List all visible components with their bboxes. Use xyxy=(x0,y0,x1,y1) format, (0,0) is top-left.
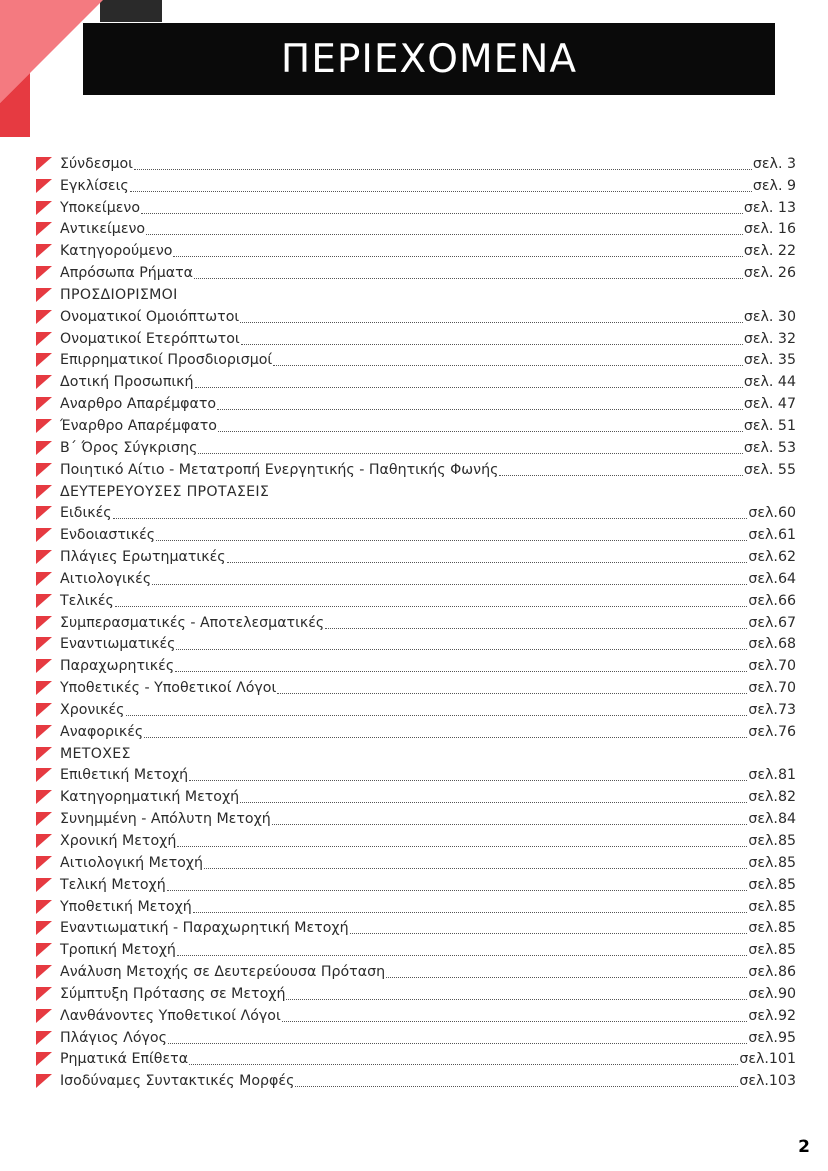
toc-entry-title: Ονοματικοί Ομοιόπτωτοι xyxy=(60,308,240,325)
toc-entry-title: Υποθετικές - Υποθετικοί Λόγοι xyxy=(60,680,277,697)
dot-leader xyxy=(113,517,748,519)
red-triangle-icon xyxy=(36,572,52,586)
toc-heading-label: ΔΕΥΤΕΡΕΥΟΥΣΕΣ ΠΡΟΤΑΣΕΙΣ xyxy=(60,483,270,500)
toc-entry-page: σελ.73 xyxy=(748,701,796,718)
dot-leader xyxy=(272,823,748,825)
toc-entry-page: σελ. 53 xyxy=(743,439,796,456)
toc-entry[interactable] xyxy=(36,1025,796,1047)
red-triangle-icon xyxy=(36,987,52,1001)
red-triangle-icon xyxy=(36,222,52,236)
toc-entry-title: Ενδοιαστικές xyxy=(60,527,156,544)
toc-entry-title: Δοτική Προσωπική xyxy=(60,374,194,391)
red-triangle-icon xyxy=(36,594,52,608)
dot-leader xyxy=(175,670,747,672)
toc-entry[interactable] xyxy=(36,850,796,872)
dot-leader xyxy=(282,1020,748,1022)
dot-leader xyxy=(295,1085,738,1087)
dot-leader xyxy=(177,954,747,956)
dot-leader xyxy=(204,867,747,869)
toc-entry-page: σελ. 55 xyxy=(743,461,796,478)
toc-entry-title: Β΄ Όρος Σύγκρισης xyxy=(60,439,198,456)
toc-entry-title: Επιρρηματικοί Προσδιορισμοί xyxy=(60,352,273,369)
toc-entry[interactable] xyxy=(36,326,796,348)
toc-entry-title: Παραχωρητικές xyxy=(60,658,175,675)
dot-leader xyxy=(141,212,743,214)
toc-entry-page: σελ.64 xyxy=(748,570,796,587)
dot-leader xyxy=(176,648,747,650)
toc-entry-title: Έναρθρο Απαρέμφατο xyxy=(60,417,217,434)
dot-leader xyxy=(325,627,747,629)
dot-leader xyxy=(350,932,748,934)
toc-section-heading xyxy=(36,282,796,304)
red-triangle-icon xyxy=(36,244,52,258)
red-triangle-icon xyxy=(36,812,52,826)
toc-entry-page: σελ.85 xyxy=(748,942,796,959)
dot-leader xyxy=(167,889,748,891)
red-triangle-icon xyxy=(36,375,52,389)
toc-entry-page: σελ.84 xyxy=(748,811,796,828)
dot-leader xyxy=(173,255,742,257)
toc-entry[interactable] xyxy=(36,937,796,959)
page-number: 2 xyxy=(798,1137,810,1157)
dot-leader xyxy=(189,1063,738,1065)
toc-entry[interactable] xyxy=(36,348,796,370)
dot-leader xyxy=(130,190,752,192)
red-triangle-icon xyxy=(36,834,52,848)
toc-entry-page: σελ.101 xyxy=(739,1051,796,1068)
toc-entry[interactable] xyxy=(36,828,796,850)
red-triangle-icon xyxy=(36,528,52,542)
toc-entry-title: Υποθετική Μετοχή xyxy=(60,898,192,915)
dot-leader xyxy=(273,364,743,366)
toc-entry[interactable] xyxy=(36,369,796,391)
toc-entry-page: σελ.85 xyxy=(748,876,796,893)
toc-entry[interactable] xyxy=(36,195,796,217)
toc-entry-page: σελ.68 xyxy=(748,636,796,653)
toc-entry[interactable] xyxy=(36,501,796,523)
toc-entry-page: σελ. 30 xyxy=(743,308,796,325)
red-triangle-icon xyxy=(36,550,52,564)
toc-entry-title: Τροπική Μετοχή xyxy=(60,942,176,959)
toc-entry[interactable] xyxy=(36,610,796,632)
toc-entry-title: Εγκλίσεις xyxy=(60,177,129,194)
dot-leader xyxy=(189,779,747,781)
toc-entry[interactable] xyxy=(36,435,796,457)
toc-entry-title: Ρηματικά Επίθετα xyxy=(60,1051,189,1068)
red-triangle-icon xyxy=(36,659,52,673)
red-triangle-icon xyxy=(36,157,52,171)
toc-entry-page: σελ.103 xyxy=(739,1073,796,1090)
toc-entry[interactable] xyxy=(36,959,796,981)
toc-entry-page: σελ. 13 xyxy=(743,199,796,216)
corner-dark-stripe xyxy=(100,0,162,22)
toc-entry[interactable] xyxy=(36,719,796,741)
red-triangle-icon xyxy=(36,637,52,651)
red-triangle-icon xyxy=(36,1009,52,1023)
toc-entry[interactable] xyxy=(36,1003,796,1025)
dot-leader xyxy=(177,845,747,847)
toc-entry-title: Πλάγιος Λόγος xyxy=(60,1029,167,1046)
toc-entry-page: σελ.70 xyxy=(748,658,796,675)
toc-entry-title: Εναντιωματική - Παραχωρητική Μετοχή xyxy=(60,920,349,937)
toc-entry-title: Χρονική Μετοχή xyxy=(60,833,177,849)
dot-leader xyxy=(241,343,743,345)
red-triangle-icon xyxy=(36,332,52,346)
toc-entry-title: Τελική Μετοχή xyxy=(60,876,166,893)
toc-entry[interactable] xyxy=(36,981,796,1003)
toc-entry-page: σελ.92 xyxy=(748,1007,796,1024)
red-triangle-icon xyxy=(36,419,52,433)
red-triangle-icon xyxy=(36,463,52,477)
toc-entry-page: σελ.85 xyxy=(748,854,796,871)
toc-entry[interactable] xyxy=(36,806,796,828)
toc-entry-page: σελ. 16 xyxy=(743,221,796,238)
dot-leader xyxy=(134,168,752,170)
toc-entry-title: Ισοδύναμες Συντακτικές Μορφές xyxy=(60,1073,295,1090)
toc-heading-label: ΠΡΟΣΔΙΟΡΙΣΜΟΙ xyxy=(60,286,178,303)
toc-entry-page: σελ.61 xyxy=(748,527,796,544)
red-triangle-icon xyxy=(36,266,52,280)
toc-entry[interactable] xyxy=(36,238,796,260)
dot-leader xyxy=(194,277,743,279)
toc-heading-label: ΜΕΤΟΧΕΣ xyxy=(60,745,131,762)
toc-entry-page: σελ. 51 xyxy=(743,417,796,434)
toc-entry-page: σελ. 32 xyxy=(743,330,796,347)
red-triangle-icon xyxy=(36,921,52,935)
red-triangle-icon xyxy=(36,747,52,761)
red-triangle-icon xyxy=(36,878,52,892)
toc-entry-title: Λανθάνοντες Υποθετικοί Λόγοι xyxy=(60,1007,281,1024)
toc-entry-title: Απρόσωπα Ρήματα xyxy=(60,265,194,282)
toc-entry-title: Αιτιολογική Μετοχή xyxy=(60,854,203,871)
red-triangle-icon xyxy=(36,397,52,411)
red-triangle-icon xyxy=(36,310,52,324)
dot-leader xyxy=(152,583,747,585)
red-triangle-icon xyxy=(36,288,52,302)
toc-entry[interactable] xyxy=(36,784,796,806)
toc-entry-title: Ποιητικό Αίτιο - Μετατροπή Ενεργητικής - Παθητικής Φωνής xyxy=(60,461,499,478)
toc-entry-title: Ανάλυση Μετοχής σε Δευτερεύουσα Πρόταση xyxy=(60,964,386,981)
red-triangle-icon xyxy=(36,943,52,957)
toc-entry-title: Πλάγιες Ερωτηματικές xyxy=(60,549,226,566)
dot-leader xyxy=(126,714,748,716)
toc-entry-page: σελ.82 xyxy=(748,789,796,806)
toc-section-heading xyxy=(36,479,796,501)
toc-entry-title: Υποκείμενο xyxy=(60,199,141,216)
toc-entry-page: σελ. 22 xyxy=(743,243,796,260)
dot-leader xyxy=(386,976,747,978)
dot-leader xyxy=(115,605,747,607)
dot-leader xyxy=(198,452,742,454)
toc-entry[interactable] xyxy=(36,566,796,588)
toc-entry[interactable] xyxy=(36,653,796,675)
red-triangle-icon xyxy=(36,1052,52,1066)
dot-leader xyxy=(195,386,743,388)
red-triangle-icon xyxy=(36,201,52,215)
toc-entry[interactable] xyxy=(36,675,796,697)
toc-entry[interactable] xyxy=(36,1047,796,1069)
red-triangle-icon xyxy=(36,790,52,804)
toc-entry-page: σελ. 44 xyxy=(743,374,796,391)
toc-entry-title: Αντικείμενο xyxy=(60,221,146,238)
toc-entry[interactable] xyxy=(36,763,796,785)
toc-entry-page: σελ. 47 xyxy=(743,396,796,413)
toc-entry-page: σελ.66 xyxy=(748,592,796,609)
dot-leader xyxy=(227,561,748,563)
dot-leader xyxy=(499,474,742,476)
dot-leader xyxy=(217,408,743,410)
dot-leader xyxy=(218,430,743,432)
dot-leader xyxy=(193,911,748,913)
red-triangle-icon xyxy=(36,965,52,979)
toc-entry-title: Αναρθρο Απαρέμφατο xyxy=(60,396,217,413)
red-triangle-icon xyxy=(36,441,52,455)
toc-entry-title: Επιθετική Μετοχή xyxy=(60,767,189,784)
toc-entry[interactable] xyxy=(36,413,796,435)
red-triangle-icon xyxy=(36,1074,52,1088)
toc-entry[interactable] xyxy=(36,894,796,916)
red-triangle-icon xyxy=(36,179,52,193)
toc-entry-page: σελ.86 xyxy=(748,964,796,981)
page-title: ΠΕΡΙΕΧΟΜΕΝΑ xyxy=(280,36,578,82)
red-triangle-icon xyxy=(36,353,52,367)
toc-entry[interactable] xyxy=(36,916,796,938)
toc-entry-title: Συμπερασματικές - Αποτελεσματικές xyxy=(60,614,325,631)
dot-leader xyxy=(240,321,743,323)
red-triangle-icon xyxy=(36,616,52,630)
toc-entry-page: σελ.90 xyxy=(748,985,796,1002)
toc-entry[interactable] xyxy=(36,872,796,894)
red-triangle-icon xyxy=(36,768,52,782)
toc-entry-title: Χρονικές xyxy=(60,701,125,718)
dot-leader xyxy=(168,1042,747,1044)
toc-entry-page: σελ.95 xyxy=(748,1029,796,1046)
title-bar xyxy=(83,23,775,95)
dot-leader xyxy=(240,801,747,803)
toc-entry-page: σελ.60 xyxy=(748,505,796,522)
toc-entry-page: σελ.85 xyxy=(748,833,796,849)
red-triangle-icon xyxy=(36,681,52,695)
toc-entry-page: σελ.85 xyxy=(748,920,796,937)
toc-entry-page: σελ.67 xyxy=(748,614,796,631)
toc-entry[interactable] xyxy=(36,522,796,544)
toc-entry-title: Κατηγορούμενο xyxy=(60,243,173,260)
toc-section-heading xyxy=(36,741,796,763)
red-triangle-icon xyxy=(36,506,52,520)
toc-entry-title: Σύνδεσμοι xyxy=(60,155,133,172)
toc-entry[interactable] xyxy=(36,173,796,195)
toc-entry[interactable] xyxy=(36,217,796,239)
toc-entry[interactable] xyxy=(36,457,796,479)
red-triangle-icon xyxy=(36,485,52,499)
dot-leader xyxy=(277,692,747,694)
toc-entry-title: Αναφορικές xyxy=(60,723,144,740)
red-triangle-icon xyxy=(36,725,52,739)
red-triangle-icon xyxy=(36,1031,52,1045)
toc-entry-page: σελ.76 xyxy=(748,723,796,740)
toc-entry-page: σελ. 9 xyxy=(752,177,796,194)
toc-entry[interactable] xyxy=(36,544,796,566)
toc-entry[interactable] xyxy=(36,632,796,654)
dot-leader xyxy=(156,539,747,541)
toc-entry-page: σελ. 35 xyxy=(743,352,796,369)
dot-leader xyxy=(144,736,747,738)
red-triangle-icon xyxy=(36,900,52,914)
toc-entry-page: σελ. 26 xyxy=(743,265,796,282)
toc-entry-title: Συνημμένη - Απόλυτη Μετοχή xyxy=(60,811,271,828)
toc-entry-title: Τελικές xyxy=(60,592,114,609)
toc-entry-page: σελ.85 xyxy=(748,898,796,915)
toc-entry-title: Εναντιωματικές xyxy=(60,636,176,653)
toc-entry[interactable] xyxy=(36,697,796,719)
toc-entry[interactable] xyxy=(36,260,796,282)
toc-entry-page: σελ.70 xyxy=(748,680,796,697)
toc-entry-title: Σύμπτυξη Πρότασης σε Μετοχή xyxy=(60,985,286,1002)
toc-entry[interactable] xyxy=(36,391,796,413)
toc-entry-title: Κατηγορηματική Μετοχή xyxy=(60,789,240,806)
dot-leader xyxy=(146,233,743,235)
toc-entry[interactable] xyxy=(36,151,796,173)
red-triangle-icon xyxy=(36,856,52,870)
toc-entry-title: Αιτιολογικές xyxy=(60,570,152,587)
toc-entry-page: σελ.62 xyxy=(748,549,796,566)
toc-entry[interactable] xyxy=(36,1068,796,1090)
toc-entry[interactable] xyxy=(36,588,796,610)
toc-entry[interactable] xyxy=(36,304,796,326)
dot-leader xyxy=(286,998,747,1000)
toc-entry-title: Ειδικές xyxy=(60,505,112,522)
red-triangle-icon xyxy=(36,703,52,717)
toc-entry-title: Ονοματικοί Ετερόπτωτοι xyxy=(60,330,240,347)
toc-entry-page: σελ.81 xyxy=(748,767,796,784)
table-of-contents xyxy=(36,151,796,1090)
toc-entry-page: σελ. 3 xyxy=(752,155,796,172)
